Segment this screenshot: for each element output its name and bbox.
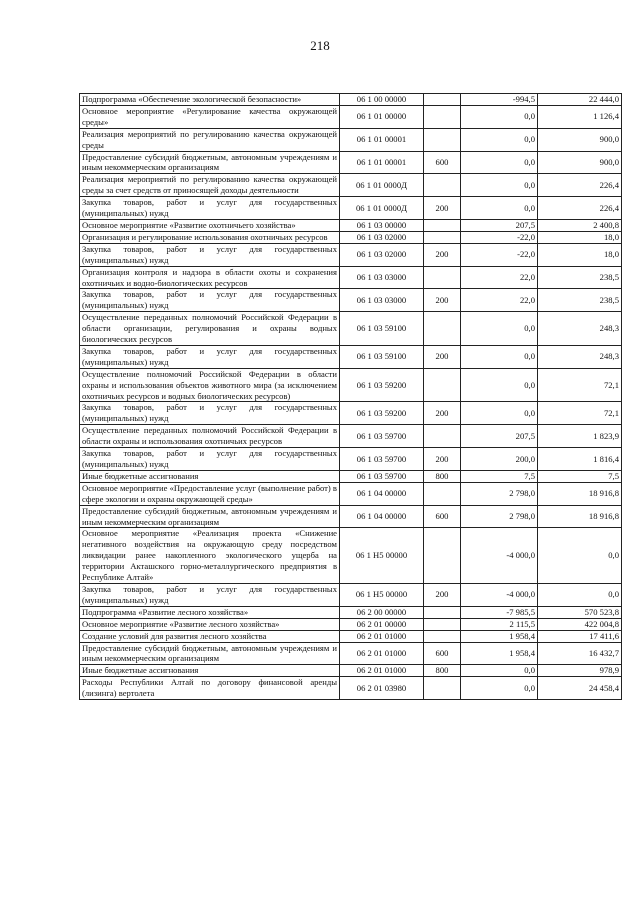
row-change-amount: 0,0 [461, 345, 538, 368]
row-change-amount: 7,5 [461, 470, 538, 482]
row-total-amount: 72,1 [538, 402, 622, 425]
row-expense-type [424, 368, 461, 402]
row-code: 06 1 H5 00000 [340, 528, 424, 584]
row-total-amount: 22 444,0 [538, 94, 622, 106]
table-row [80, 630, 622, 642]
row-code: 06 1 01 0000Д [340, 197, 424, 220]
row-code: 06 2 01 01000 [340, 642, 424, 665]
row-code: 06 2 01 03980 [340, 677, 424, 700]
row-expense-type: 600 [424, 642, 461, 665]
table-row [80, 174, 622, 197]
row-change-amount: 0,0 [461, 312, 538, 346]
row-code: 06 1 04 00000 [340, 505, 424, 528]
row-total-amount: 1 816,4 [538, 448, 622, 471]
row-code: 06 1 03 59700 [340, 448, 424, 471]
table-row [80, 606, 622, 618]
row-code: 06 2 01 01000 [340, 665, 424, 677]
row-total-amount: 978,9 [538, 665, 622, 677]
table-row [80, 289, 622, 312]
row-change-amount: 0,0 [461, 105, 538, 128]
table-row [80, 448, 622, 471]
row-total-amount: 248,3 [538, 312, 622, 346]
row-total-amount: 226,4 [538, 197, 622, 220]
row-total-amount: 18 916,8 [538, 482, 622, 505]
row-code: 06 1 03 59100 [340, 312, 424, 346]
row-name: Основное мероприятие «Предоставление услуг (выполнение работ) в сфере экологии и охраны окружающей среды» [80, 482, 340, 505]
row-expense-type [424, 606, 461, 618]
row-change-amount: -4 000,0 [461, 528, 538, 584]
table-row [80, 345, 622, 368]
table-row [80, 665, 622, 677]
row-total-amount: 18,0 [538, 243, 622, 266]
table-row [80, 402, 622, 425]
row-expense-type [424, 312, 461, 346]
row-code: 06 2 00 00000 [340, 606, 424, 618]
table-row [80, 266, 622, 289]
row-code: 06 1 03 59700 [340, 425, 424, 448]
row-change-amount: -4 000,0 [461, 583, 538, 606]
row-code: 06 1 01 00001 [340, 128, 424, 151]
row-expense-type [424, 425, 461, 448]
table-row [80, 618, 622, 630]
row-code: 06 1 01 00001 [340, 151, 424, 174]
row-expense-type: 200 [424, 402, 461, 425]
row-name: Основное мероприятие «Развитие охотничьего хозяйства» [80, 219, 340, 231]
row-code: 06 2 01 01000 [340, 630, 424, 642]
row-total-amount: 2 400,8 [538, 219, 622, 231]
row-total-amount: 238,5 [538, 266, 622, 289]
table-row [80, 231, 622, 243]
table-row [80, 482, 622, 505]
row-total-amount: 900,0 [538, 128, 622, 151]
row-total-amount: 570 523,8 [538, 606, 622, 618]
row-change-amount: 0,0 [461, 128, 538, 151]
row-change-amount: 0,0 [461, 197, 538, 220]
row-expense-type: 200 [424, 197, 461, 220]
table-row [80, 505, 622, 528]
row-expense-type: 200 [424, 583, 461, 606]
row-change-amount: 0,0 [461, 665, 538, 677]
row-expense-type [424, 630, 461, 642]
row-name: Осуществление переданных полномочий Российской Федерации в области охраны и использования охотничьих ресурсов [80, 425, 340, 448]
row-name: Иные бюджетные ассигнования [80, 665, 340, 677]
row-expense-type: 800 [424, 470, 461, 482]
row-name: Подпрограмма «Развитие лесного хозяйства» [80, 606, 340, 618]
row-code: 06 1 H5 00000 [340, 583, 424, 606]
budget-table [79, 93, 622, 700]
row-expense-type [424, 128, 461, 151]
row-code: 06 1 03 59700 [340, 470, 424, 482]
row-name: Реализация мероприятий по регулированию качества окружающей среды [80, 128, 340, 151]
row-expense-type: 200 [424, 243, 461, 266]
row-total-amount: 18,0 [538, 231, 622, 243]
row-total-amount: 18 916,8 [538, 505, 622, 528]
row-code: 06 2 01 00000 [340, 618, 424, 630]
row-expense-type [424, 219, 461, 231]
row-code: 06 1 03 59200 [340, 368, 424, 402]
row-name: Закупка товаров, работ и услуг для государственных (муниципальных) нужд [80, 583, 340, 606]
row-name: Организация и регулирование использования охотничьих ресурсов [80, 231, 340, 243]
row-change-amount: 0,0 [461, 677, 538, 700]
row-change-amount: 0,0 [461, 151, 538, 174]
row-total-amount: 0,0 [538, 583, 622, 606]
table-row [80, 105, 622, 128]
table-row [80, 528, 622, 584]
row-name: Основное мероприятие «Реализация проекта «Снижение негативного воздействия на окружающую среду посредством ликвидации ранее накопленного экологического ущерба на территории Акташского горно-металлургического предприятия в Республике Алтай» [80, 528, 340, 584]
row-expense-type [424, 677, 461, 700]
table-row [80, 151, 622, 174]
row-name: Иные бюджетные ассигнования [80, 470, 340, 482]
row-name: Предоставление субсидий бюджетным, автономным учреждениям и иным некоммерческим организациям [80, 505, 340, 528]
row-expense-type [424, 174, 461, 197]
table-row [80, 677, 622, 700]
row-name: Предоставление субсидий бюджетным, автономным учреждениям и иным некоммерческим организациям [80, 642, 340, 665]
row-total-amount: 422 004,8 [538, 618, 622, 630]
row-total-amount: 900,0 [538, 151, 622, 174]
row-total-amount: 1 823,9 [538, 425, 622, 448]
row-name: Подпрограмма «Обеспечение экологической безопасности» [80, 94, 340, 106]
row-name: Закупка товаров, работ и услуг для государственных (муниципальных) нужд [80, 243, 340, 266]
row-change-amount: 0,0 [461, 402, 538, 425]
budget-table-body [80, 94, 622, 700]
row-name: Расходы Республики Алтай по договору финансовой аренды (лизинга) вертолета [80, 677, 340, 700]
row-code: 06 1 03 03000 [340, 266, 424, 289]
table-row [80, 219, 622, 231]
row-change-amount: 0,0 [461, 174, 538, 197]
row-change-amount: -994,5 [461, 94, 538, 106]
row-total-amount: 72,1 [538, 368, 622, 402]
table-row [80, 470, 622, 482]
row-total-amount: 248,3 [538, 345, 622, 368]
table-row [80, 312, 622, 346]
row-expense-type [424, 618, 461, 630]
row-name: Закупка товаров, работ и услуг для государственных (муниципальных) нужд [80, 289, 340, 312]
row-change-amount: -7 985,5 [461, 606, 538, 618]
row-name: Осуществление полномочий Российской Федерации в области охраны и использования объектов животного мира (за исключением охотничьих ресурсов и водных биологических ресурсов) [80, 368, 340, 402]
row-expense-type [424, 528, 461, 584]
row-code: 06 1 04 00000 [340, 482, 424, 505]
row-name: Создание условий для развития лесного хозяйства [80, 630, 340, 642]
row-code: 06 1 03 02000 [340, 231, 424, 243]
row-name: Основное мероприятие «Регулирование качества окружающей среды» [80, 105, 340, 128]
row-total-amount: 17 411,6 [538, 630, 622, 642]
row-expense-type: 600 [424, 151, 461, 174]
row-name: Закупка товаров, работ и услуг для государственных (муниципальных) нужд [80, 345, 340, 368]
row-code: 06 1 03 00000 [340, 219, 424, 231]
table-row [80, 642, 622, 665]
row-change-amount: 207,5 [461, 219, 538, 231]
row-change-amount: 1 958,4 [461, 642, 538, 665]
row-change-amount: -22,0 [461, 243, 538, 266]
row-change-amount: 2 798,0 [461, 505, 538, 528]
row-change-amount: 2 115,5 [461, 618, 538, 630]
row-total-amount: 226,4 [538, 174, 622, 197]
row-change-amount: 22,0 [461, 266, 538, 289]
table-row [80, 243, 622, 266]
row-expense-type: 200 [424, 289, 461, 312]
row-expense-type: 600 [424, 505, 461, 528]
table-row [80, 583, 622, 606]
row-expense-type: 200 [424, 345, 461, 368]
row-expense-type [424, 105, 461, 128]
row-expense-type [424, 231, 461, 243]
row-name: Основное мероприятие «Развитие лесного хозяйства» [80, 618, 340, 630]
row-expense-type: 200 [424, 448, 461, 471]
row-change-amount: 0,0 [461, 368, 538, 402]
row-total-amount: 16 432,7 [538, 642, 622, 665]
row-total-amount: 238,5 [538, 289, 622, 312]
row-name: Организация контроля и надзора в области охоты и сохранения охотничьих и водно-биологических ресурсов [80, 266, 340, 289]
row-code: 06 1 01 00000 [340, 105, 424, 128]
row-name: Реализация мероприятий по регулированию качества окружающей среды за счет средств от приносящей доходы деятельности [80, 174, 340, 197]
row-change-amount: 1 958,4 [461, 630, 538, 642]
row-code: 06 1 03 03000 [340, 289, 424, 312]
row-name: Предоставление субсидий бюджетным, автономным учреждениям и иным некоммерческим организациям [80, 151, 340, 174]
row-change-amount: 22,0 [461, 289, 538, 312]
row-total-amount: 0,0 [538, 528, 622, 584]
row-code: 06 1 03 59100 [340, 345, 424, 368]
row-name: Закупка товаров, работ и услуг для государственных (муниципальных) нужд [80, 402, 340, 425]
row-change-amount: 2 798,0 [461, 482, 538, 505]
row-name: Осуществление переданных полномочий Российской Федерации в области организации, регулирования и охраны водных биологических ресурсов [80, 312, 340, 346]
table-row [80, 94, 622, 106]
row-total-amount: 24 458,4 [538, 677, 622, 700]
table-row [80, 425, 622, 448]
table-row [80, 128, 622, 151]
row-total-amount: 1 126,4 [538, 105, 622, 128]
row-code: 06 1 03 59200 [340, 402, 424, 425]
row-change-amount: 200,0 [461, 448, 538, 471]
row-change-amount: -22,0 [461, 231, 538, 243]
row-code: 06 1 03 02000 [340, 243, 424, 266]
row-expense-type [424, 266, 461, 289]
row-expense-type: 800 [424, 665, 461, 677]
row-code: 06 1 00 00000 [340, 94, 424, 106]
row-total-amount: 7,5 [538, 470, 622, 482]
table-row [80, 368, 622, 402]
row-change-amount: 207,5 [461, 425, 538, 448]
row-expense-type [424, 482, 461, 505]
row-code: 06 1 01 0000Д [340, 174, 424, 197]
page-number: 218 [310, 38, 330, 53]
row-name: Закупка товаров, работ и услуг для государственных (муниципальных) нужд [80, 448, 340, 471]
row-name: Закупка товаров, работ и услуг для государственных (муниципальных) нужд [80, 197, 340, 220]
row-expense-type [424, 94, 461, 106]
table-row [80, 197, 622, 220]
